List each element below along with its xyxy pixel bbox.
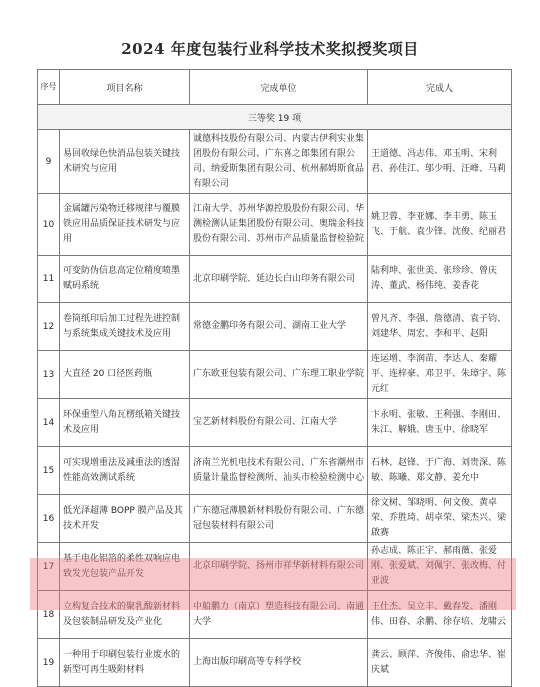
row-project-name: 基于电化铝箔的柔性双响应电致发光包装产品开发 xyxy=(60,543,190,591)
row-seq: 19 xyxy=(38,639,60,687)
row-people: 姚卫蓉、李亚娜、李丰勇、陈玉飞、于航、袁少锋、沈俊、纪丽君 xyxy=(368,194,512,256)
table-row xyxy=(38,495,512,543)
row-unit: 中船鹏力（南京）塑造科技有限公司、南通大学 xyxy=(190,591,368,639)
header-unit: 完成单位 xyxy=(190,70,368,105)
row-project-name: 环保重型八角瓦楞纸箱关键技术及应用 xyxy=(60,399,190,447)
table-row-highlighted xyxy=(38,591,512,639)
category-row xyxy=(38,105,512,130)
row-unit: 济南兰光机电技术有限公司、广东省潮州市质量计量监督检测所、汕头市检验检测中心 xyxy=(190,447,368,495)
row-project-name: 可实现增重法及减重法的透湿性能高效测试系统 xyxy=(60,447,190,495)
row-people: 连运增、李润苗、李达人、秦耀平、连梓豪、邓卫平、朱璋宇、陈元红 xyxy=(368,351,512,399)
row-seq: 11 xyxy=(38,256,60,303)
row-seq: 18 xyxy=(38,591,60,639)
row-unit: 广东欧亚包装有限公司、广东理工职业学院 xyxy=(190,351,368,399)
table-header-row xyxy=(38,70,512,105)
header-seq: 序号 xyxy=(38,70,60,105)
row-seq: 12 xyxy=(38,303,60,351)
row-people: 王道德、冯志伟、邓玉明、宋利君、孙佳江、邬少明、汪峰、马莉 xyxy=(368,130,512,194)
row-people: 卞永明、张敏、王利强、李刚田、朱江、解娥、唐玉中、徐晓军 xyxy=(368,399,512,447)
row-seq: 9 xyxy=(38,130,60,194)
row-unit: 常德金鹏印务有限公司、湖南工业大学 xyxy=(190,303,368,351)
row-unit: 诚德科技股份有限公司、内蒙古伊利实业集团股份有限公司、广东喜之郎集团有限公司、纳爱斯集团有限公司、杭州郝姆斯食品有限公司 xyxy=(190,130,368,194)
row-people: 王仕杰、吴立丰、戴春发、潘刚伟、田春、余鹏、徐存培、龙啸云 xyxy=(368,591,512,639)
row-project-name: 立构复合技术的聚乳酸新材料及包装制品研发及产业化 xyxy=(60,591,190,639)
row-people: 龚云、顾萍、齐俊伟、俞忠华、崔庆斌 xyxy=(368,639,512,687)
row-seq: 15 xyxy=(38,447,60,495)
table-row xyxy=(38,256,512,303)
table-row xyxy=(38,399,512,447)
table-row xyxy=(38,303,512,351)
row-project-name: 一种用于印刷包装行业废水的新型可再生吸附材料 xyxy=(60,639,190,687)
table-row xyxy=(38,639,512,687)
row-people: 孙志成、陈正宇、郝雨薇、张爱刚、张爱斌、刘佩宇、张改梅、付亚波 xyxy=(368,543,512,591)
document-title: 2024 年度包装行业科学技术奖拟授奖项目 xyxy=(121,40,419,58)
row-project-name: 易回收绿色快消品包装关键技术研究与应用 xyxy=(60,130,190,194)
row-project-name: 可变防伪信息高定位精度喷墨赋码系统 xyxy=(60,256,190,303)
category-label: 三等奖 19 项 xyxy=(38,105,512,130)
table-row xyxy=(38,447,512,495)
row-seq: 17 xyxy=(38,543,60,591)
table-row xyxy=(38,130,512,194)
row-people: 石林、赵锋、于广海、刘贵深、陈敏、陈曦、郑文静、姜允中 xyxy=(368,447,512,495)
row-unit: 上海出版印刷高等专科学校 xyxy=(190,639,368,687)
row-unit: 广东德冠薄膜新材料股份有限公司、广东德冠包装材料有限公司 xyxy=(190,495,368,543)
row-project-name: 低光泽超薄 BOPP 膜产品及其技术开发 xyxy=(60,495,190,543)
row-unit: 江南大学、苏州华源控股股份有限公司、华测检测认证集团股份有限公司、奥瑞金科技股份有限公司、苏州市产品质量监督检验院 xyxy=(190,194,368,256)
row-seq: 10 xyxy=(38,194,60,256)
award-table xyxy=(37,69,512,687)
row-unit: 北京印刷学院、扬州市祥华新材料有限公司 xyxy=(190,543,368,591)
header-people: 完成人 xyxy=(368,70,512,105)
row-seq: 14 xyxy=(38,399,60,447)
table-row xyxy=(38,543,512,591)
row-people: 陆利坤、张世美、张珍珍、曾庆涛、董武、杨伟纯、姜香花 xyxy=(368,256,512,303)
row-seq: 16 xyxy=(38,495,60,543)
row-people: 曾凡齐、李强、詹德清、袁子钧、刘建华、周宏、李和平、赵阳 xyxy=(368,303,512,351)
header-name: 项目名称 xyxy=(60,70,190,105)
row-people: 徐文树、邹晓明、何文俊、黄卓荣、乔胜琦、胡卓荣、梁杰兴、梁啟赛 xyxy=(368,495,512,543)
table-row xyxy=(38,351,512,399)
row-project-name: 金属罐污染物迁移规律与覆膜铁应用品质保证技术研发与应用 xyxy=(60,194,190,256)
row-project-name: 大直径 20 口径医药瓶 xyxy=(60,351,190,399)
table-row xyxy=(38,194,512,256)
row-project-name: 卷筒纸印后加工过程先进控制与系统集成关键技术及应用 xyxy=(60,303,190,351)
row-unit: 北京印刷学院、延边长白山印务有限公司 xyxy=(190,256,368,303)
row-seq: 13 xyxy=(38,351,60,399)
row-unit: 宝艺新材料股份有限公司、江南大学 xyxy=(190,399,368,447)
